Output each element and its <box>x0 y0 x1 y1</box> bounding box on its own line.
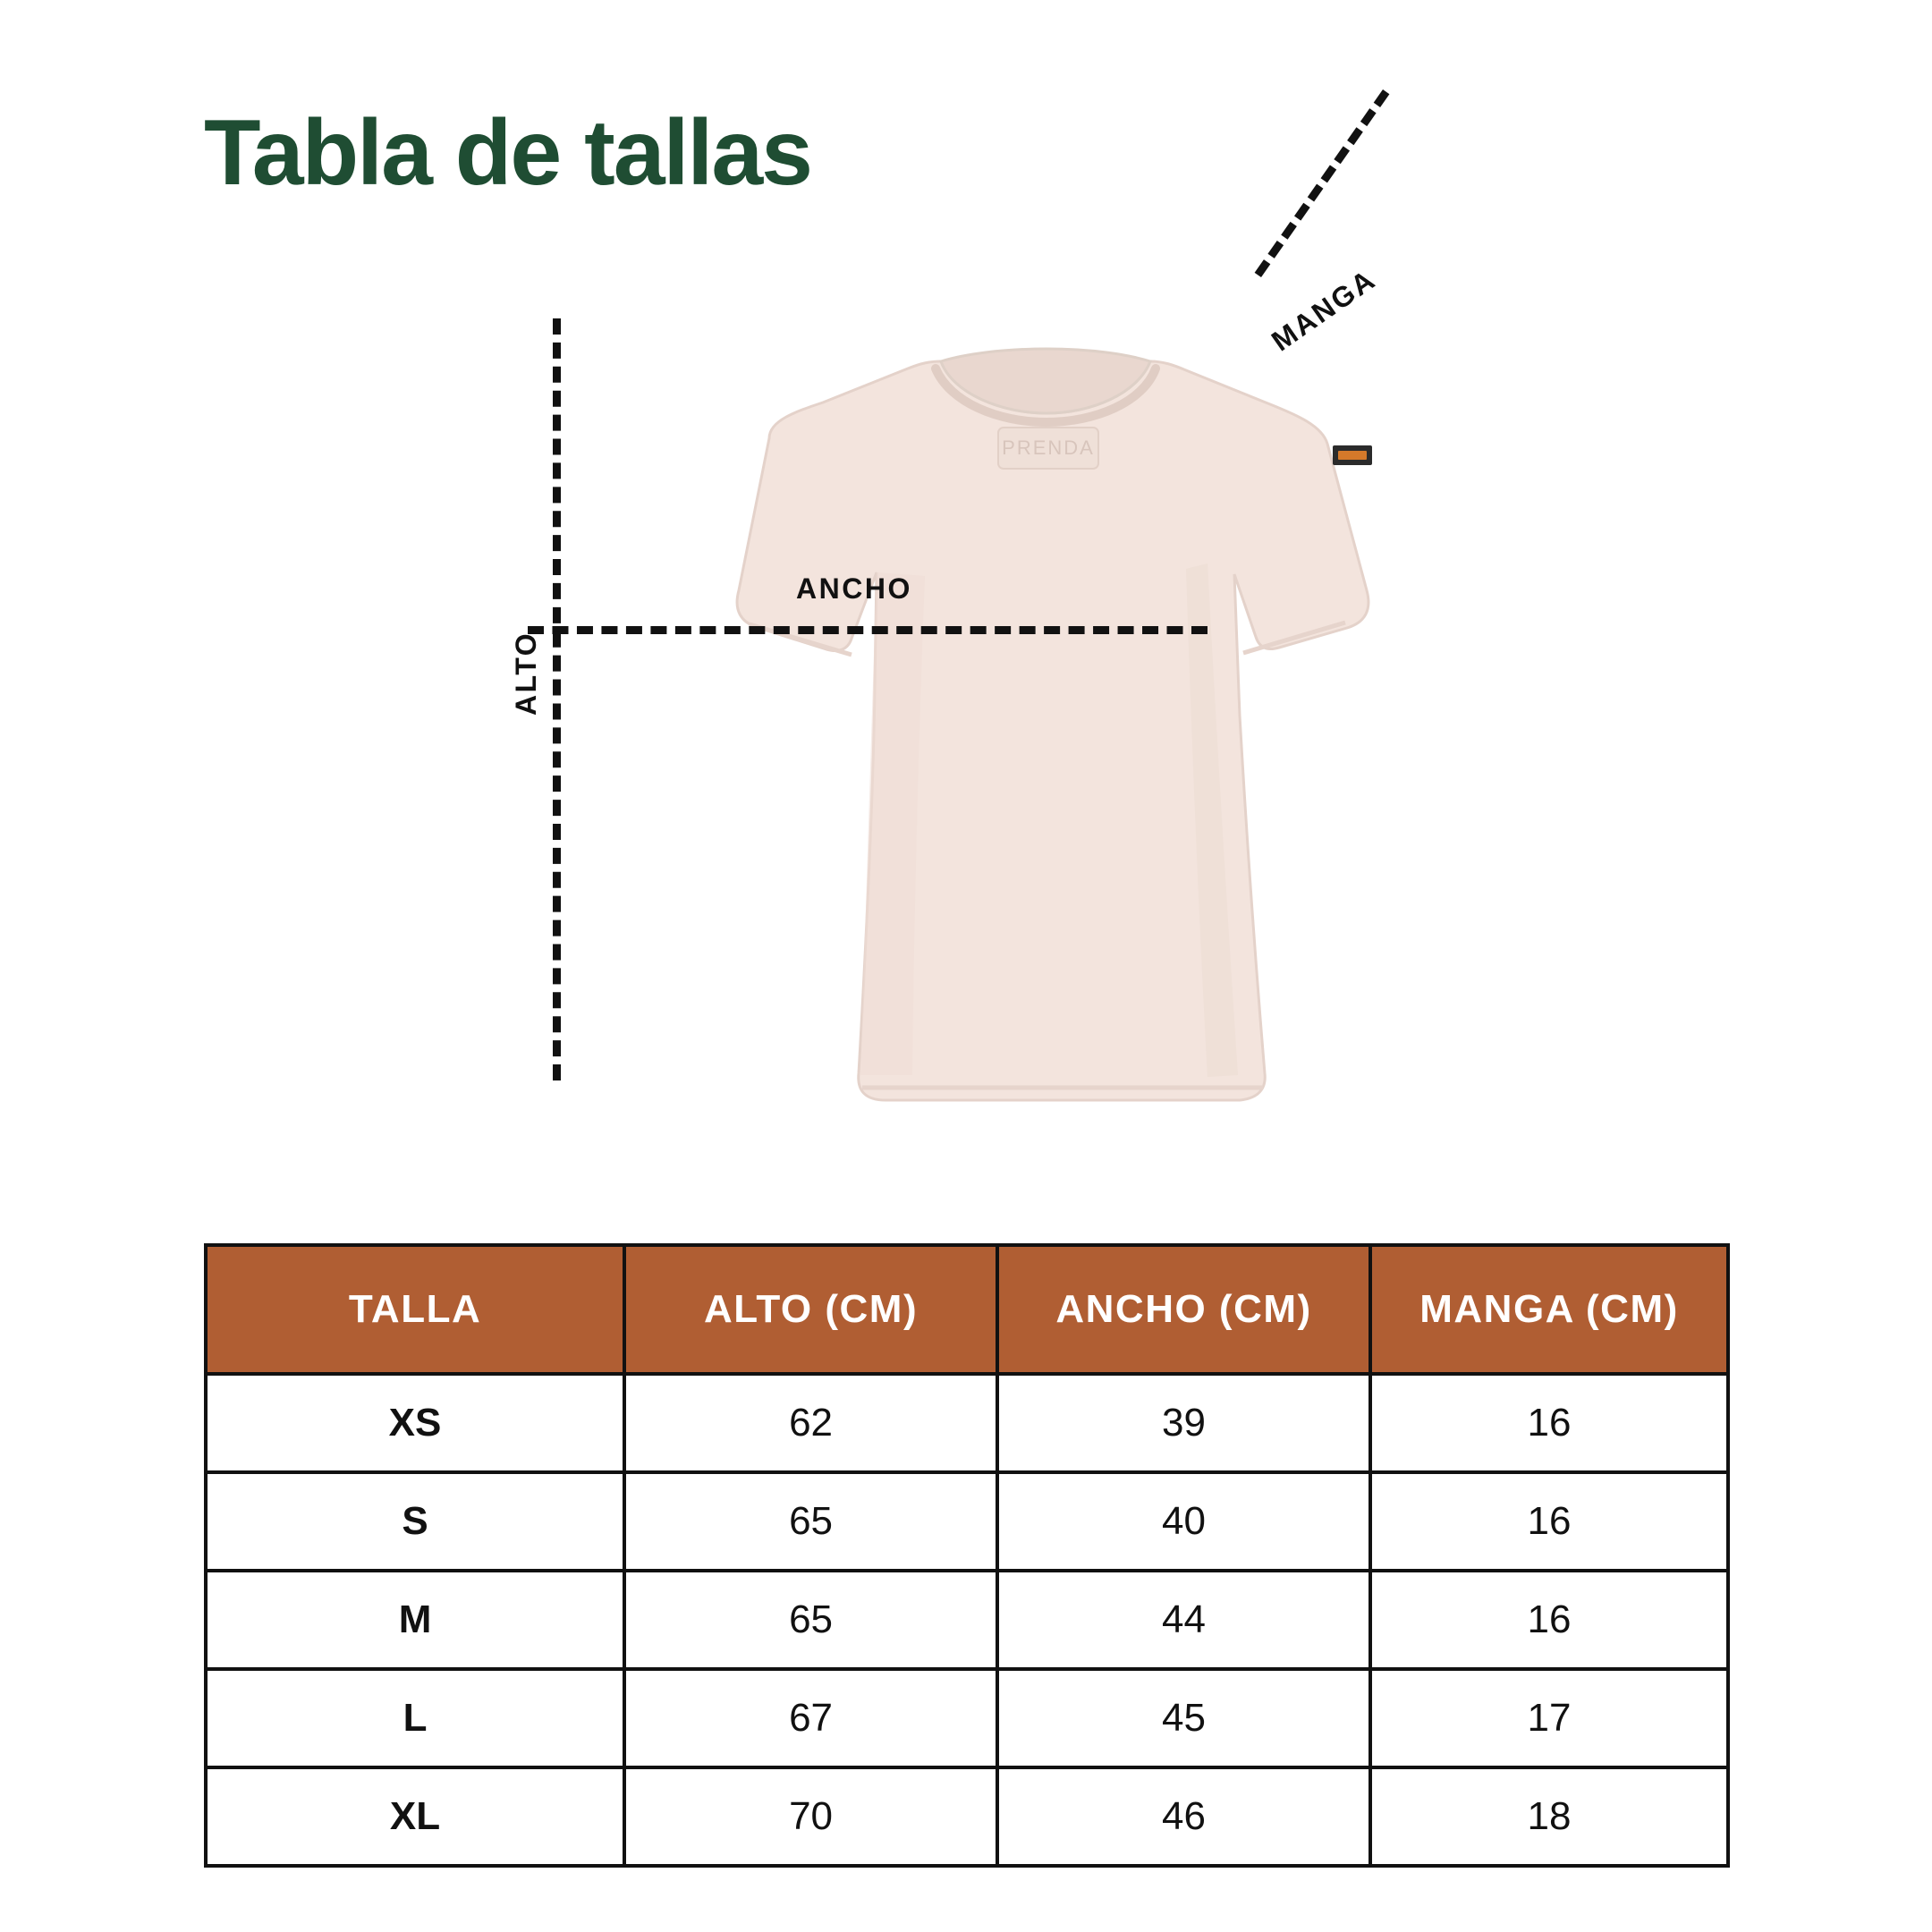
svg-text:PRENDA: PRENDA <box>1002 436 1095 459</box>
cell-manga: 16 <box>1370 1472 1728 1571</box>
height-measure-line <box>553 318 561 1080</box>
cell-talla: XS <box>206 1374 624 1472</box>
size-table-wrapper <box>204 1243 1730 1868</box>
size-table <box>204 1243 1730 1868</box>
table-row <box>206 1472 1728 1571</box>
cell-alto: 65 <box>624 1472 997 1571</box>
sleeve-measure-line <box>1255 89 1390 277</box>
tshirt-illustration <box>501 262 1449 1225</box>
table-header-row <box>206 1245 1728 1374</box>
height-label: ALTO <box>510 631 542 716</box>
sleeve-brand-label <box>1333 445 1372 465</box>
cell-talla: M <box>206 1571 624 1669</box>
cell-talla: L <box>206 1669 624 1767</box>
table-row <box>206 1767 1728 1866</box>
width-measure-line <box>528 626 1208 634</box>
cell-alto: 70 <box>624 1767 997 1866</box>
cell-alto: 62 <box>624 1374 997 1472</box>
table-row <box>206 1669 1728 1767</box>
column-header-talla: TALLA <box>206 1245 624 1374</box>
column-header-manga: MANGA (CM) <box>1370 1245 1728 1374</box>
table-row <box>206 1571 1728 1669</box>
sleeve-label: MANGA <box>1266 262 1382 358</box>
cell-manga: 16 <box>1370 1571 1728 1669</box>
cell-manga: 16 <box>1370 1374 1728 1472</box>
column-header-alto: ALTO (CM) <box>624 1245 997 1374</box>
cell-ancho: 45 <box>997 1669 1370 1767</box>
cell-manga: 17 <box>1370 1669 1728 1767</box>
cell-talla: XL <box>206 1767 624 1866</box>
cell-ancho: 40 <box>997 1472 1370 1571</box>
cell-ancho: 39 <box>997 1374 1370 1472</box>
tshirt-graphic <box>501 268 1449 1225</box>
width-label: ANCHO <box>796 572 912 605</box>
cell-manga: 18 <box>1370 1767 1728 1866</box>
table-row <box>206 1374 1728 1472</box>
cell-ancho: 44 <box>997 1571 1370 1669</box>
column-header-ancho: ANCHO (CM) <box>997 1245 1370 1374</box>
cell-alto: 67 <box>624 1669 997 1767</box>
cell-ancho: 46 <box>997 1767 1370 1866</box>
page-title: Tabla de tallas <box>204 101 812 205</box>
cell-alto: 65 <box>624 1571 997 1669</box>
cell-talla: S <box>206 1472 624 1571</box>
